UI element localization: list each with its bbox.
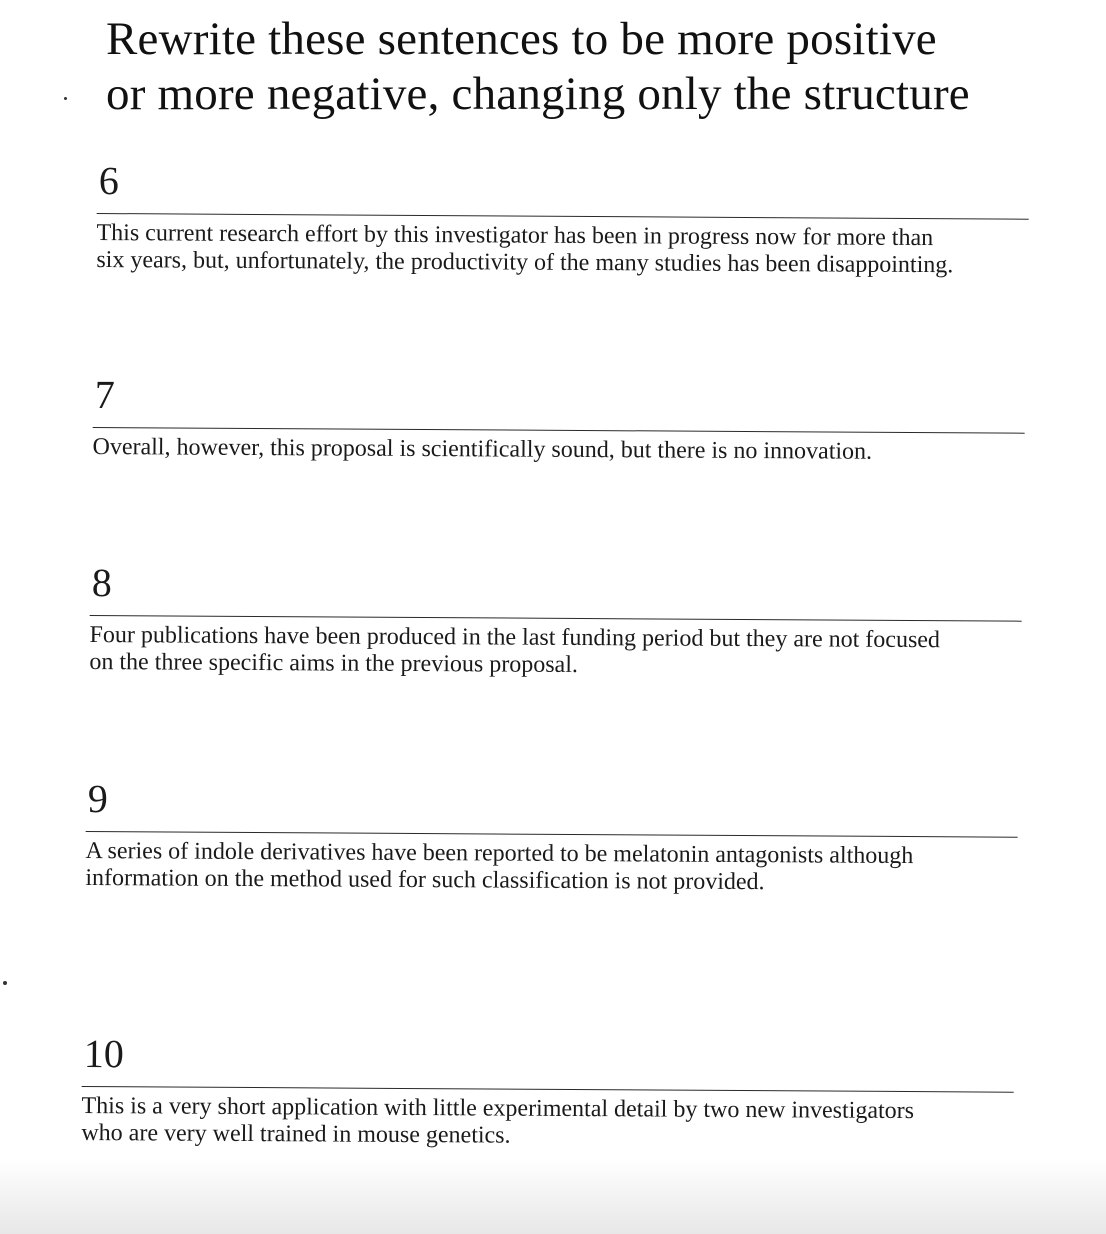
exercise-divider: [97, 213, 1029, 220]
sentence-line: A series of indole derivatives have been reported to be melatonin antagonists although: [85, 837, 914, 870]
scan-speck: [3, 981, 7, 985]
sentence-line: six years, but, unfortunately, the productivity of the many studies has been disappointing.: [96, 246, 954, 279]
sentence-line: who are very well trained in mouse genetics.: [81, 1119, 511, 1149]
title-line: Rewrite these sentences to be more positive: [106, 13, 937, 65]
exercise-8: [89, 561, 1022, 682]
exercise-number: 6: [98, 158, 120, 204]
sentence-line: Four publications have been produced in the last funding period but they are not focused: [89, 621, 941, 654]
scan-shadow: [0, 1159, 1106, 1234]
exercise-number: 10: [83, 1031, 125, 1077]
exercise-sentence: [85, 838, 1017, 898]
exercise-10: [81, 1032, 1014, 1153]
exercise-number: 8: [91, 560, 113, 606]
sentence-line: on the three specific aims in the previous proposal.: [89, 648, 578, 678]
sentence-line: Overall, however, this proposal is scientifically sound, but there is no innovation.: [92, 433, 873, 465]
sentence-line: information on the method used for such classification is not provided.: [85, 864, 765, 896]
exercise-sentence: [89, 622, 1021, 682]
exercise-divider: [86, 831, 1018, 838]
sentence-line: This is a very short application with little experimental detail by two new investigators: [81, 1092, 915, 1125]
exercise-number: 9: [87, 776, 109, 822]
exercise-number: 7: [94, 372, 116, 418]
exercise-divider: [82, 1086, 1014, 1093]
sentence-line: This current research effort by this investigator has been in progress now for more than: [96, 219, 934, 252]
exercise-7: [92, 373, 1025, 467]
exercise-divider: [90, 615, 1022, 622]
exercise-divider: [93, 427, 1025, 434]
scan-speck: [64, 97, 67, 100]
exercise-sentence: [96, 220, 1028, 280]
exercise-6: [96, 159, 1029, 280]
exercise-sentence: [92, 434, 1024, 467]
title-line: or more negative, changing only the structure: [106, 68, 970, 120]
exercise-9: [85, 777, 1018, 898]
exercise-sentence: [81, 1093, 1013, 1153]
page-title: [106, 12, 970, 122]
